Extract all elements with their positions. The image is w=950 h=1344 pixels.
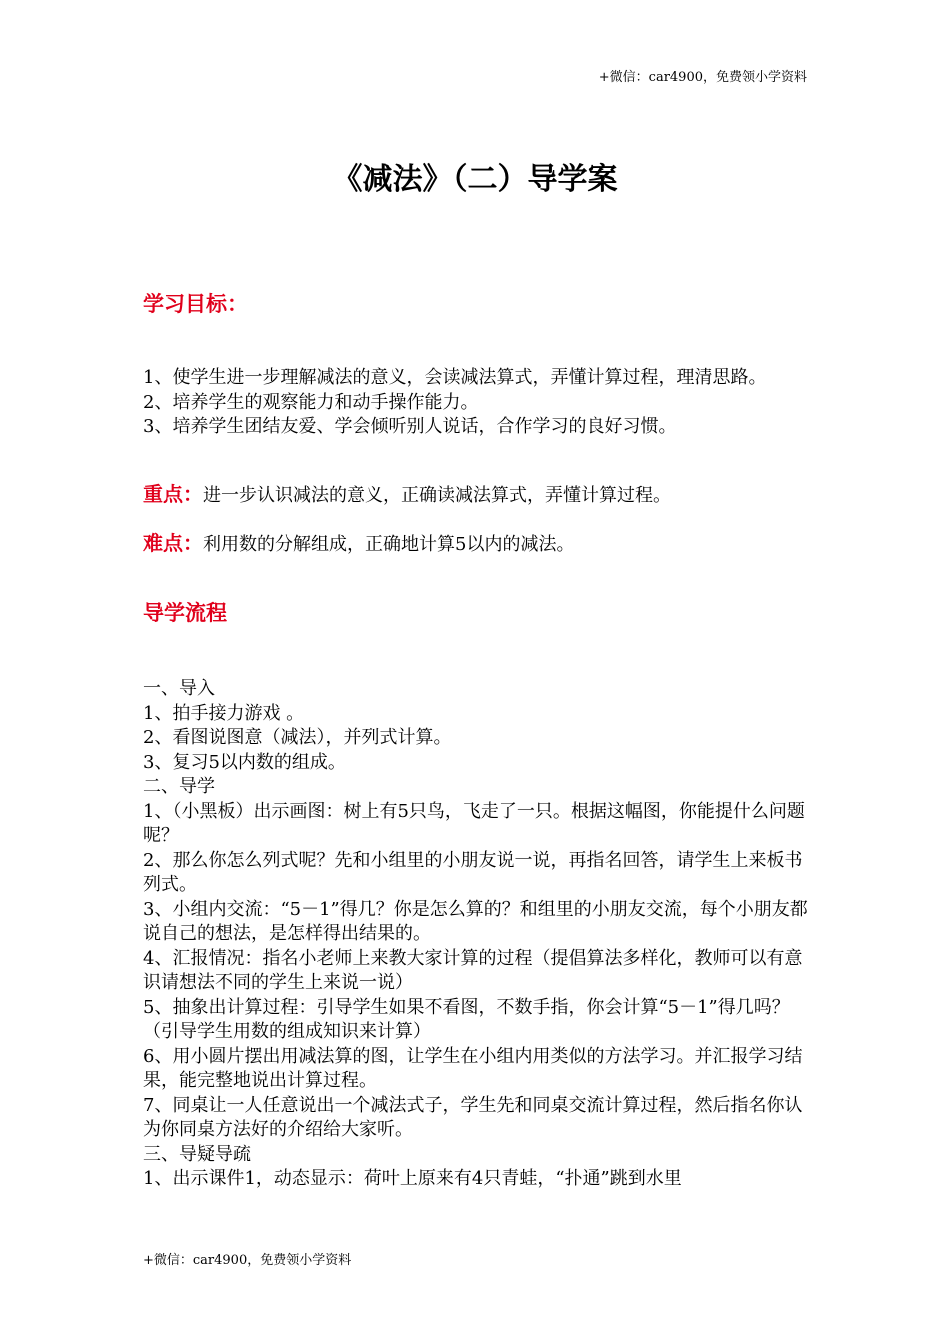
objective-item: 2、培养学生的观察能力和动手操作能力。: [143, 391, 479, 413]
difficult-point: [143, 527, 823, 556]
process-line: 三、导疑导疏: [143, 1143, 251, 1165]
process-line: 2、看图说图意（减法），并列式计算。: [143, 727, 452, 748]
objectives-list: [143, 366, 813, 440]
process-line: 一、导入: [143, 678, 215, 699]
process-line: 4、汇报情况：指名小老师上来教大家计算的过程（提倡算法多样化，教师可以有意识请想法不同的学生上来说一说）: [143, 947, 803, 993]
key-point: [143, 478, 823, 507]
process-line: 7、同桌让一人任意说出一个减法式子，学生先和同桌交流计算过程，然后指名你认为你同桌方法好的介绍给大家听。: [143, 1094, 803, 1140]
process-list: [143, 677, 813, 1192]
process-line: 2、那么你怎么列式呢？先和小组里的小朋友说一说，再指名回答，请学生上来板书列式。: [143, 849, 803, 895]
process-line: 6、用小圆片摆出用减法算的图，让学生在小组内用类似的方法学习。并汇报学习结果，能完整地说出计算过程。: [143, 1045, 803, 1091]
process-line: 3、复习5以内数的组成。: [143, 751, 346, 773]
objective-item: 3、培养学生团结友爱、学会倾听别人说话，合作学习的良好习惯。: [143, 416, 677, 437]
footer-note: +微信：car4900，免费领小学资料: [143, 1253, 352, 1268]
objectives-heading: 学习目标：: [143, 292, 248, 316]
key-point-label: 重点：: [143, 482, 203, 506]
process-line: 二、导学: [143, 776, 215, 797]
process-line: 1、拍手接力游戏 。: [143, 702, 305, 724]
process-line: 5、抽象出计算过程：引导学生如果不看图，不数手指，你会计算“5－1”得几吗？（引导学生用数的组成知识来计算）: [143, 996, 790, 1042]
objective-item: 1、使学生进一步理解减法的意义，会读减法算式，弄懂计算过程，理清思路。: [143, 367, 767, 388]
process-heading: 导学流程: [143, 601, 227, 625]
difficult-point-text: 利用数的分解组成，正确地计算5以内的减法。: [203, 534, 575, 555]
process-line: 3、小组内交流：“5－1”得几？你是怎么算的？和组里的小朋友交流，每个小朋友都说自己的想法，是怎样得出结果的。: [143, 898, 808, 944]
difficult-point-label: 难点：: [143, 531, 203, 555]
process-line: 1、（小黑板）出示画图：树上有5只鸟，飞走了一只。根据这幅图，你能提什么问题呢？: [143, 800, 805, 846]
process-line: 1、出示课件1，动态显示：荷叶上原来有4只青蛙，“扑通”跳到水里: [143, 1168, 682, 1189]
page-title: 《减法》（二）导学案: [332, 162, 618, 197]
key-point-text: 进一步认识减法的意义，正确读减法算式，弄懂计算过程。: [203, 485, 671, 506]
header-note: +微信：car4900，免费领小学资料: [598, 70, 807, 85]
